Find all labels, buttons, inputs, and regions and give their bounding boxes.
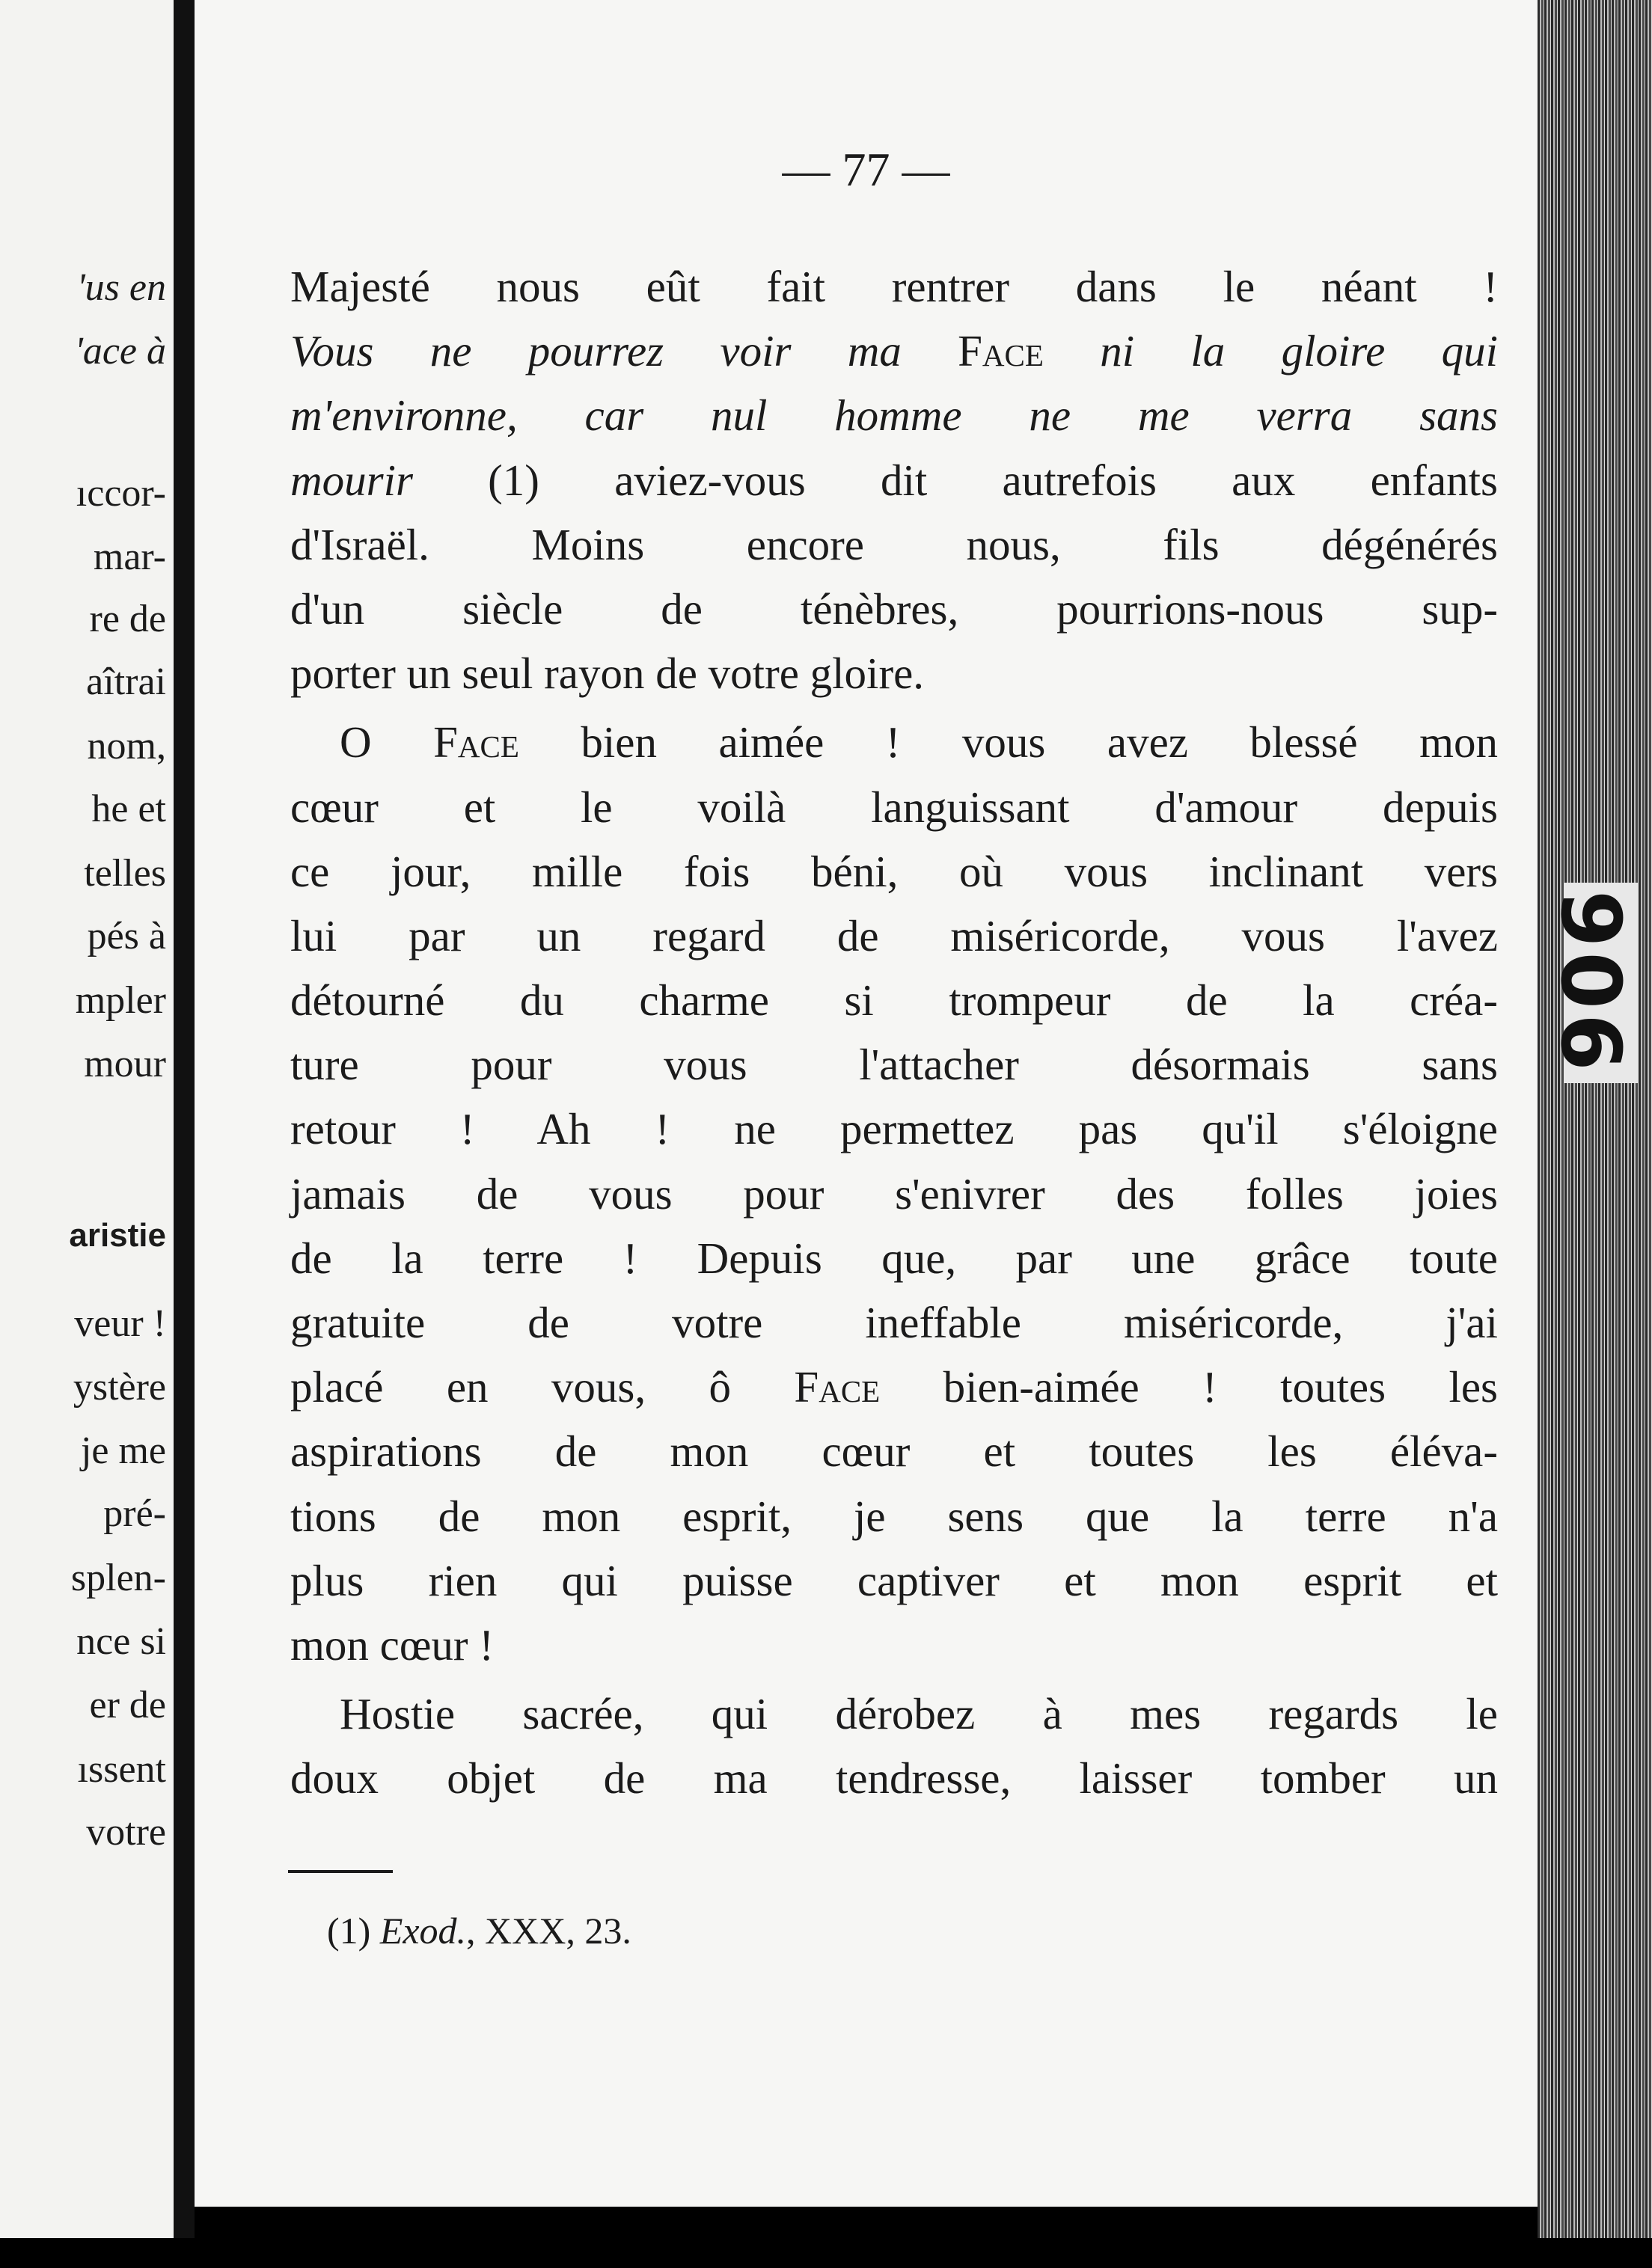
text-segment: aspirations de mon cœur et toutes les éléva- — [290, 1426, 1498, 1477]
text-segment: Face — [433, 717, 519, 767]
footnote-citation: , XXX, 23. — [466, 1910, 631, 1952]
text-line — [290, 577, 1498, 641]
text-segment: mon cœur ! — [290, 1619, 494, 1670]
text-line — [290, 1682, 1498, 1746]
text-segment: détourné du charme si trompeur de la créa- — [290, 975, 1498, 1026]
text-segment: doux objet de ma tendresse, laisser tomber un — [290, 1753, 1498, 1803]
footnote-rule — [288, 1870, 393, 1873]
text-segment: d'Israël. Moins encore nous, fils dégénérés — [290, 519, 1498, 569]
text-line — [290, 775, 1498, 839]
previous-page — [0, 0, 174, 2238]
text-segment: ce jour, mille fois béni, où vous inclinant vers — [290, 846, 1498, 896]
text-line — [290, 254, 1498, 319]
text-line — [290, 319, 1498, 383]
text-segment: d'un siècle de ténèbres, pourrions-nous sup- — [290, 583, 1498, 634]
left-page-fragment: he et — [91, 788, 166, 830]
text-line — [290, 904, 1498, 968]
text-line — [290, 1548, 1498, 1613]
scan-border — [0, 2238, 1652, 2268]
text-segment: de la terre ! Depuis que, par une grâce toute — [290, 1233, 1498, 1283]
left-page-fragment: 'us en — [76, 266, 166, 309]
book-gutter — [174, 0, 195, 2238]
left-page-fragment: votre — [86, 1811, 166, 1854]
left-page-fragment: mour — [84, 1043, 166, 1085]
left-page-fragment: mar- — [93, 536, 166, 578]
left-page-fragment: je me — [80, 1429, 166, 1472]
left-page-fragment: 'ace à — [74, 330, 166, 373]
left-page-fragment: ıssent — [77, 1748, 166, 1791]
text-segment: m'environne, car nul homme ne me verra sans — [290, 390, 1498, 441]
footnote — [327, 1909, 631, 1952]
left-page-fragment: aristie — [69, 1217, 166, 1254]
text-segment: Hostie sacrée, qui dérobez à mes regards le — [340, 1689, 1498, 1739]
text-line — [290, 839, 1498, 904]
text-segment: bien-aimée ! toutes les — [880, 1362, 1498, 1412]
left-page-fragment: pés à — [87, 915, 166, 957]
text-segment: ture pour vous l'attacher désormais sans — [290, 1040, 1498, 1090]
text-line — [290, 1613, 1498, 1677]
text-segment: Face — [794, 1362, 881, 1412]
left-page-fragment: re de — [89, 598, 166, 640]
spine-label: 906 — [1564, 883, 1639, 1083]
text-line — [290, 1290, 1498, 1355]
text-segment: bien aimée ! vous avez blessé mon — [518, 717, 1498, 767]
text-line — [290, 1226, 1498, 1290]
footnote-number: (1) — [327, 1910, 380, 1952]
left-page-fragment: ystère — [73, 1366, 166, 1409]
text-line — [290, 641, 1498, 705]
text-line — [290, 512, 1498, 577]
text-line — [290, 1097, 1498, 1161]
text-line — [290, 1419, 1498, 1483]
left-page-fragment: er de — [89, 1684, 166, 1726]
left-page-fragment: splen- — [70, 1557, 166, 1599]
text-line — [290, 968, 1498, 1032]
text-segment: O — [340, 717, 434, 767]
text-line — [290, 1484, 1498, 1548]
left-page-fragment: aîtrai — [86, 661, 166, 703]
left-page-fragment: mpler — [75, 979, 166, 1022]
text-line — [290, 1355, 1498, 1419]
text-segment: lui par un regard de miséricorde, vous l'avez — [290, 910, 1498, 960]
left-page-fragment: pré- — [103, 1492, 166, 1535]
page-number: — 77 — — [782, 143, 950, 196]
text-line — [290, 448, 1498, 512]
left-page-fragment: veur ! — [74, 1302, 166, 1345]
text-segment: retour ! Ah ! ne permettez pas qu'il s'éloigne — [290, 1104, 1498, 1154]
text-segment: (1) aviez-vous dit autrefois aux enfants — [412, 455, 1498, 505]
text-line — [290, 1032, 1498, 1097]
text-segment: tions de mon esprit, je sens que la terre n'a — [290, 1491, 1498, 1541]
left-page-fragment: telles — [84, 852, 166, 895]
left-page-fragment: nce si — [76, 1620, 166, 1663]
text-line — [290, 1746, 1498, 1810]
left-page-fragment: nom, — [87, 725, 166, 767]
current-page — [195, 0, 1538, 2207]
text-segment: placé en vous, ô — [290, 1362, 795, 1412]
page-edges — [1538, 0, 1652, 2238]
footnote-reference: Exod. — [379, 1910, 467, 1952]
text-segment: Vous ne pourrez voir ma — [290, 326, 958, 376]
text-segment: mourir — [290, 455, 413, 505]
text-segment: Face — [958, 326, 1044, 376]
text-segment: porter un seul rayon de votre gloire. — [290, 649, 925, 699]
text-segment: jamais de vous pour s'enivrer des folles joies — [290, 1168, 1498, 1219]
text-segment: Majesté nous eût fait rentrer dans le néant ! — [290, 262, 1498, 311]
text-segment: ni la gloire qui — [1043, 326, 1498, 376]
left-page-fragment: ıccor- — [76, 472, 166, 515]
body-text — [290, 254, 1498, 1811]
text-line — [290, 383, 1498, 447]
text-segment: plus rien qui puisse captiver et mon esprit et — [290, 1555, 1498, 1605]
text-segment: cœur et le voilà languissant d'amour depuis — [290, 782, 1498, 832]
text-segment: gratuite de votre ineffable miséricorde, j'ai — [290, 1298, 1498, 1347]
text-line — [290, 1162, 1498, 1226]
text-line — [290, 710, 1498, 774]
